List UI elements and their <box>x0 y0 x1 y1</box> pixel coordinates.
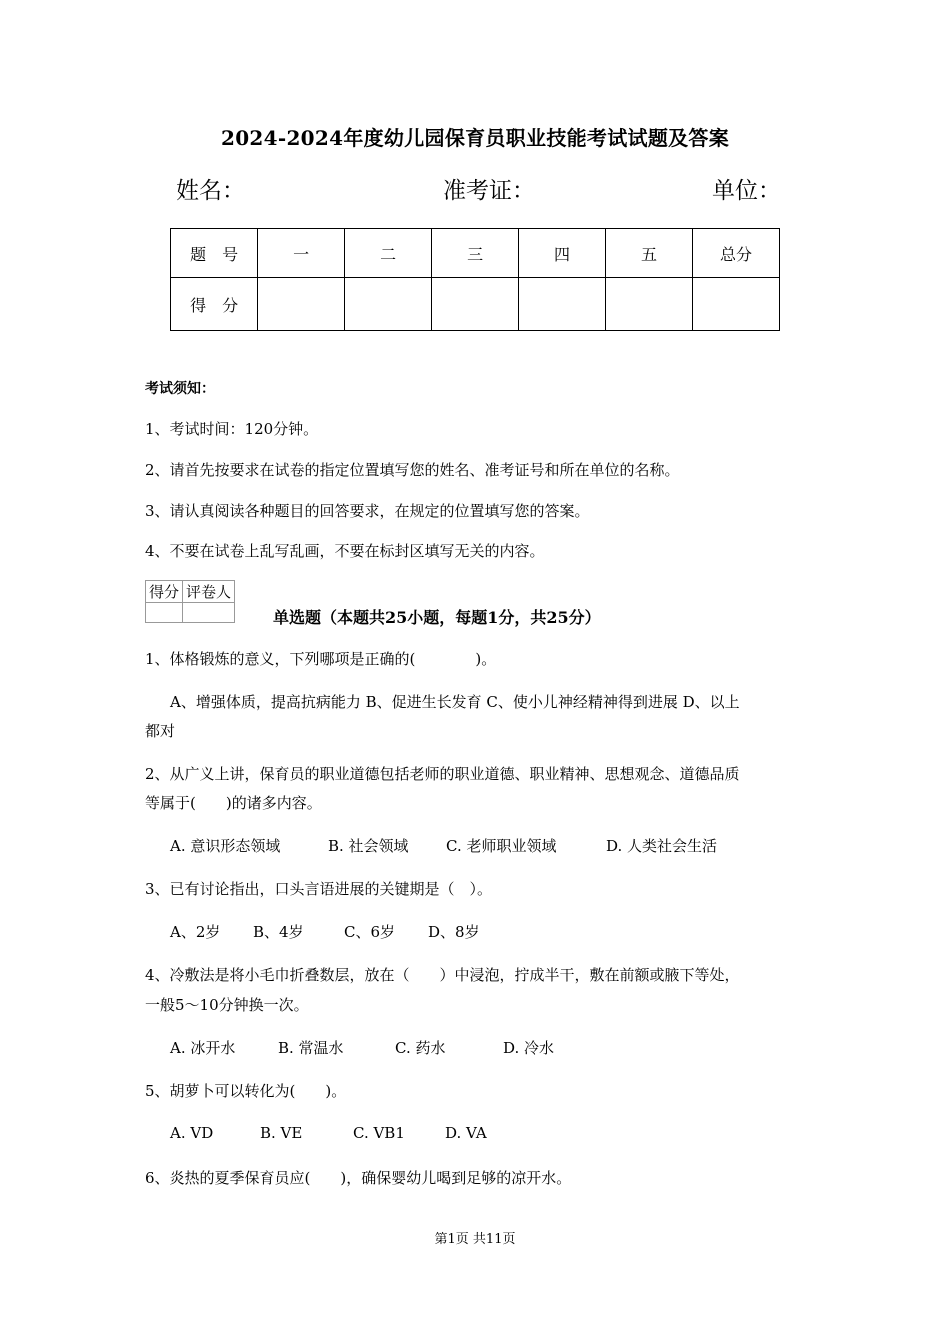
score-header-cell: 题 号 <box>171 229 258 278</box>
score-table <box>170 228 780 331</box>
option-b[interactable]: B、4岁 <box>253 923 304 941</box>
grader-reviewer-label: 评卷人 <box>183 581 235 603</box>
score-header-cell: 四 <box>519 229 606 278</box>
question-4-stem: 4、冷敷法是将小毛巾折叠数层，放在（ ）中浸泡，拧成半干，敷在前额或腋下等处， <box>145 966 740 984</box>
unit-field-label: 单位： <box>712 178 781 204</box>
score-header-cell: 一 <box>258 229 345 278</box>
option-d[interactable]: D. 人类社会生活 <box>606 837 718 855</box>
score-cell[interactable] <box>432 278 519 331</box>
section-title: 单选题（本题共25小题，每题1分，共25分） <box>273 608 601 627</box>
question-1-options-cont: 都对 <box>145 722 176 740</box>
option-a[interactable]: A. VD <box>170 1124 214 1142</box>
option-c[interactable]: C、6岁 <box>344 923 396 941</box>
option-c[interactable]: C. 药水 <box>395 1039 446 1057</box>
page-title: 2024-2024年度幼儿园保育员职业技能考试试题及答案 <box>220 126 730 150</box>
question-4-stem-cont: 一般5～10分钟换一次。 <box>145 996 309 1014</box>
score-cell[interactable] <box>519 278 606 331</box>
question-6-stem: 6、炎热的夏季保育员应( )，确保婴幼儿喝到足够的凉开水。 <box>145 1169 572 1187</box>
notice-item: 1、考试时间：120分钟。 <box>145 420 319 438</box>
option-b[interactable]: B. 社会领域 <box>328 837 409 855</box>
option-d[interactable]: D、8岁 <box>428 923 480 941</box>
question-1-stem: 1、体格锻炼的意义，下列哪项是正确的( )。 <box>145 650 497 668</box>
score-cell[interactable] <box>692 278 779 331</box>
question-5-stem: 5、胡萝卜可以转化为( )。 <box>145 1082 347 1100</box>
grader-score-cell[interactable] <box>146 603 183 623</box>
score-cell[interactable] <box>345 278 432 331</box>
score-cell[interactable] <box>606 278 693 331</box>
name-field-label: 姓名： <box>176 178 245 204</box>
option-a[interactable]: A. 冰开水 <box>170 1039 236 1057</box>
option-a[interactable]: A、2岁 <box>170 923 221 941</box>
question-2-stem: 2、从广义上讲，保育员的职业道德包括老师的职业道德、职业精神、思想观念、道德品质 <box>145 765 740 783</box>
notice-item: 3、请认真阅读各种题目的回答要求，在规定的位置填写您的答案。 <box>145 502 590 520</box>
grader-box <box>145 580 235 623</box>
option-a[interactable]: A. 意识形态领域 <box>170 837 281 855</box>
score-table-score-row <box>171 278 780 331</box>
notice-heading: 考试须知： <box>145 381 215 397</box>
grader-score-label: 得分 <box>146 581 183 603</box>
score-header-cell: 二 <box>345 229 432 278</box>
page-footer: 第1页 共11页 <box>434 1232 516 1247</box>
question-4-options <box>170 1037 554 1058</box>
score-header-cell: 五 <box>606 229 693 278</box>
score-cell[interactable] <box>258 278 345 331</box>
score-header-cell: 总分 <box>692 229 779 278</box>
question-5-options <box>170 1124 487 1142</box>
option-d[interactable]: D. 冷水 <box>503 1039 555 1057</box>
question-3-options <box>170 921 480 942</box>
option-b[interactable]: B. VE <box>260 1124 303 1142</box>
grader-reviewer-cell[interactable] <box>183 603 235 623</box>
question-3-stem: 3、已有讨论指出，口头言语进展的关键期是（ ）。 <box>145 880 493 898</box>
option-d[interactable]: D. VA <box>445 1124 487 1142</box>
notice-item: 4、不要在试卷上乱写乱画，不要在标封区填写无关的内容。 <box>145 542 545 560</box>
score-header-cell: 三 <box>432 229 519 278</box>
score-table-header-row <box>171 229 780 278</box>
question-2-stem-cont: 等属于( )的诸多内容。 <box>145 794 322 812</box>
option-c[interactable]: C. 老师职业领域 <box>446 837 557 855</box>
question-2-options <box>170 835 717 856</box>
score-row-label: 得 分 <box>171 278 258 331</box>
option-b[interactable]: B. 常温水 <box>278 1039 344 1057</box>
question-1-options: A、增强体质，提高抗病能力 B、促进生长发育 C、使小儿神经精神得到进展 D、以上 <box>170 693 740 711</box>
option-c[interactable]: C. VB1 <box>353 1124 405 1142</box>
exam-id-field-label: 准考证： <box>443 178 535 204</box>
notice-item: 2、请首先按要求在试卷的指定位置填写您的姓名、准考证号和所在单位的名称。 <box>145 461 680 479</box>
